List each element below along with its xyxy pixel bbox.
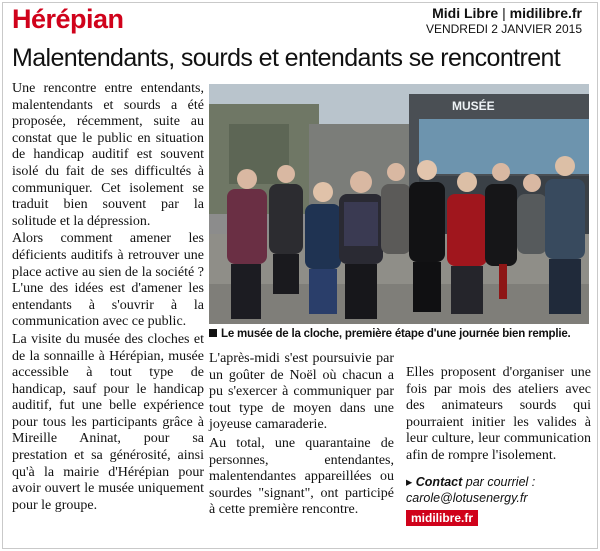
newspaper-masthead — [426, 5, 582, 36]
paragraph: L'après-midi s'est poursuivie par un goûter de Noël où chacun a pu s'exercer à communiquer par tout type de moyen dans une joyeuse camaraderie. — [209, 351, 394, 433]
paragraph: Elles proposent d'organiser une fois par mois des ateliers avec des animateurs sourds qui pourraient initier les valides à leur culture, leur communication afin de rompre l'isolement. — [406, 365, 591, 463]
masthead-separator: | — [502, 5, 506, 21]
newspaper-name: Midi Libre — [432, 5, 499, 21]
paragraph: Alors comment amener les déficients auditifs à retrouver une place active au sien de la société ? L'une des idées est d'amener les entendants à s'ouvrir à la communication avec ce public. — [12, 231, 204, 330]
contact-label: Contact — [415, 475, 463, 489]
site-badge: midilibre.fr — [406, 510, 478, 526]
square-bullet-icon — [209, 329, 217, 337]
article-column-1 — [12, 81, 204, 515]
paragraph: Au total, une quarantaine de personnes, entendantes, malentendantes appareillées ou sourdes "signant", ont participé à cette première rencontre. — [209, 435, 394, 518]
article-column-2 — [209, 351, 394, 521]
contact-text: par courriel : — [465, 475, 536, 489]
contact-block — [406, 474, 591, 506]
group-photo-illustration — [209, 84, 589, 324]
article-column-3 — [406, 351, 591, 479]
article-photo — [209, 84, 589, 324]
town-title: Hérépian — [12, 4, 124, 34]
newspaper-site: midilibre.fr — [509, 5, 582, 21]
caption-text: Le musée de la cloche, première étape d'une journée bien remplie. — [221, 328, 571, 340]
publication-date: VENDREDI 2 JANVIER 2015 — [425, 22, 582, 36]
paragraph: Une rencontre entre entendants, malentendants et sourds a été proposée, récemment, suite au constat que le public en situation de handicap auditif est souvent isolé du fait de ses difficultés à communiquer. Cet isolement se traduit bien souvent par la solitude et la dépression. — [12, 81, 204, 229]
paragraph: La visite du musée des cloches et de la sonnaille à Hérépian, musée accessible à tout type de handicap, sauf pour le handicap auditif, fut une belle expérience pour tous les participants grâce à Mireille Aninat, pour sa prestation et sa générosité, ainsi qu'à la mairie d'Hérépian pour avoir ouvert le musée uniquement pour le groupe. — [12, 331, 204, 513]
museum-sign: MUSÉE — [452, 99, 495, 113]
contact-email[interactable]: carole@lotusenergy.fr — [406, 491, 528, 505]
photo-caption — [209, 328, 589, 340]
article-headline: Malentendants, sourds et entendants se rencontrent — [12, 44, 561, 72]
triangle-bullet-icon: ▸ — [406, 475, 413, 489]
